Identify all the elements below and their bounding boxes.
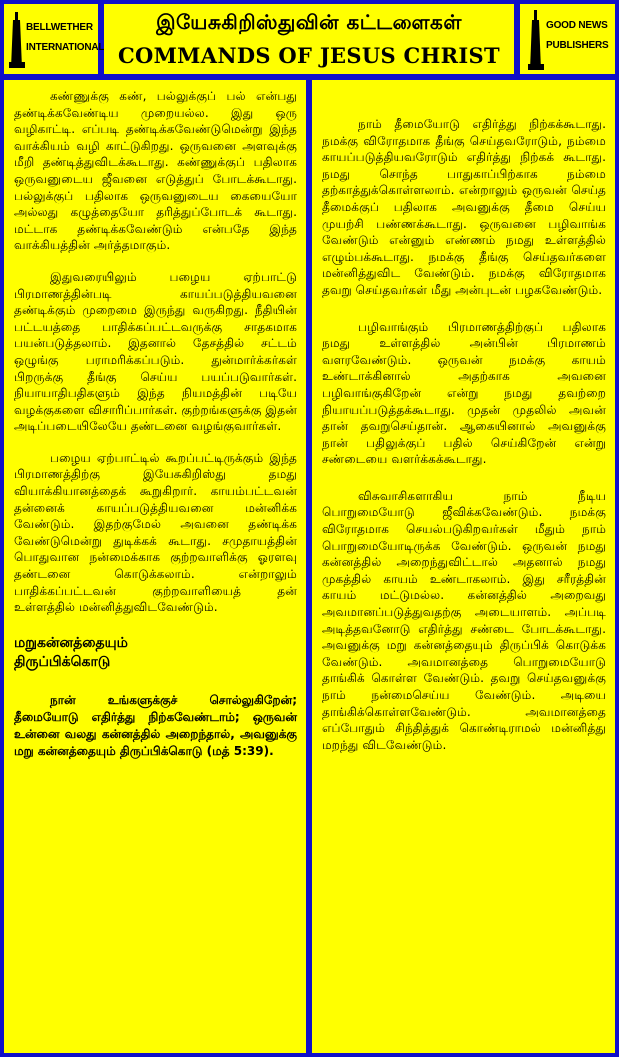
logo-right-line-2: PUBLISHERS <box>546 40 609 51</box>
title-tamil: இயேசுகிறிஸ்துவின் கட்டளைகள் <box>156 10 462 34</box>
tower-icon <box>9 12 25 68</box>
scripture-quote: நான் உங்களுக்குச் சொல்லுகிறேன்; தீமையோடு எதிர்த்து நிற்கவேண்டாம்; ஒருவன் உன்னை வலது கன்னத்தில் அறைந்தால், அவனுக்கு மறு கன்னத்தையும் திருப்பிக்கொடு (மத் 5:39). <box>14 692 297 758</box>
paragraph: விசுவாசிகளாகிய நாம் நீடிய பொறுமையோடு ஜீவிக்கவேண்டும். நமக்கு விரோதமாக செயல்படுகிறவர்கள் மீதும் நாம் பொறுமையோடிருக்க வேண்டும். ஒருவன் நமது கன்னத்தில் அறைந்துவிட்டால் அதனால் நமது முகத்தில் காயம் உண்டாகலாம். இது சரீரத்தின் காயம் மட்டுமல்ல. கன்னத்தில் அறைவது அவமானப்படுத்துவதற்கு அடையாளம். அப்படி அடித்தவனோடு எதிர்த்து சண்டை போடக்கூடாது. அவனுக்கு மறு கன்னத்தையும் திருப்பிக் கொடுக்க வேண்டும். அவமானத்தை பொறுமையோடு தாங்கிக் கொள்ள வேண்டும். தவறு செய்தவனுக்கு நாம் நன்மைசெய்ய வேண்டும். அடியை தாங்கிக்கொள்ளவேண்டும். அவமானத்தை எப்போதும் சிந்தித்துக் கொண்டிராமல் மன்னித்து மறந்து விடவேண்டும். <box>322 488 606 752</box>
logo-left-line-1: BELLWETHER <box>26 22 93 33</box>
heading-line-2: திருப்பிக்கொடு <box>14 653 111 670</box>
logo-left-line-2: INTERNATIONAL <box>26 42 105 53</box>
paragraph: நாம் தீமையோடு எதிர்த்து நிற்கக்கூடாது. நமக்கு விரோதமாக தீங்கு செய்தவரோடும், நம்மை காயப்படுத்தியவரோடும் எதிர்த்து நிற்கக் கூடாது. நமது சொந்த பாதுகாப்பிற்காக நம்மை தற்காத்துக்கொள்ளலாம். என்றாலும் ஒருவன் செய்த தீமைக்குப் பதிலாக அவனுக்கு தீமை செய்ய முயற்சி பண்ணக்கூடாது. ஒருவனை பழிவாங்க வேண்டும் என்னும் எண்ணம் நமது உள்ளத்தில் எழும்பக்கூடாது. நமக்கு தீங்கு செய்தவர்களை மன்னித்துவிட வேண்டும். நமக்கு விரோதமாக தவறு செய்தவர்கள் மீது அன்புடன் பழகவேண்டும். <box>322 117 606 297</box>
paragraph: பழிவாங்கும் பிரமாணத்திற்குப் பதிலாக நமது உள்ளத்தில் அன்பின் பிரமாணம் வளரவேண்டும். ஒருவன் நமக்கு காயம் உண்டாக்கினால் அதற்காக அவனை பழிவாங்குகிறேன் என்று நமது தவற்றை நியாயப்படுத்தக்கூடாது. முதன் முதலில் அவன் தான் தவறுசெய்தான். ஆகையினால் அவனுக்கு நான் பதிலுக்குப் பதில் செய்கிறேன் என்று சண்டையை வளர்க்கக்கூடாது. <box>322 319 606 467</box>
paragraph: கண்ணுக்கு கண், பல்லுக்குப் பல் என்பது தண்டிக்கவேண்டிய முறையல்ல. இது ஒரு வழிகாட்டி. எப்படி தண்டிக்கவேண்டுமென்று இந்த வாக்கியம் வழி காட்டுகிறது. ஒருவனை அளவுக்கு மீறி தண்டித்துவிடக்கூடாது. கண்ணுக்குப் பதிலாக ஒருவனுடைய ஜீவனை எடுத்துப் போடக்கூடாது. பல்லுக்குப் பதிலாக ஒருவனுடைய கையையோ அல்லது கழுத்தையோ தரித்துப்போடக் கூடாது. மட்டாக தண்டிக்கவேண்டும் என்பதே இந்த வாக்கியத்தின் அர்த்தமாகும். <box>14 89 297 253</box>
paragraph: பழைய ஏற்பாட்டில் கூறப்பட்டிருக்கும் இந்த பிரமாணத்திற்கு இயேசுகிறிஸ்து தமது வியாக்கியானத்தைக் கூறுகிறார். காயம்பட்டவன் தன்னைக் காயப்படுத்தியவனை மன்னிக்க வேண்டும். இதற்குமேல் அவனை தண்டிக்க வேண்டுமென்று துடிக்கக் கூடாது. சமுதாயத்தின் பொதுவான நன்மைக்காக குற்றவாளிக்கு ஓரளவு தண்டனை கொடுக்கலாம். என்றாலும் பாதிக்கப்பட்டவன் குற்றவாளியைத் தன் உள்ளத்தில் மன்னித்துவிடவேண்டும். <box>14 450 297 615</box>
bellwether-logo <box>4 4 105 74</box>
header-title <box>104 4 514 74</box>
logo-right-line-1: GOOD NEWS <box>546 20 608 31</box>
tower-icon <box>528 10 544 70</box>
section-heading <box>14 634 297 672</box>
title-english: COMMANDS OF JESUS CHRIST <box>118 43 500 68</box>
paragraph: இதுவரையிலும் பழைய ஏற்பாட்டு பிரமாணத்தின்படி காயப்படுத்தியவனை தண்டிக்கும் முறைமை இருந்து வருகிறது. நீதியின் பட்டயத்தை பாதிக்கப்பட்டவருக்கு சாதகமாக பயன்படுத்தலாம். இதனால் தேசத்தில் சட்டம் ஒழுங்கு பராமரிக்கப்படும். துன்மார்க்கர்கள் பிறருக்கு தீங்கு செய்ய பயப்படுவார்கள். நியாயாதிபதிகளும் இந்த நியமத்தின் படியே வழக்குகளை விசாரிப்பார்கள். குற்றங்களுக்கு இதன் அடிப்படையிலேயே தண்டனை வழங்குவார்கள். <box>14 269 297 434</box>
left-column <box>4 80 306 1053</box>
good-news-logo <box>520 4 615 74</box>
right-column <box>312 80 615 1053</box>
heading-line-1: மறுகன்னத்தையும் <box>14 634 128 651</box>
